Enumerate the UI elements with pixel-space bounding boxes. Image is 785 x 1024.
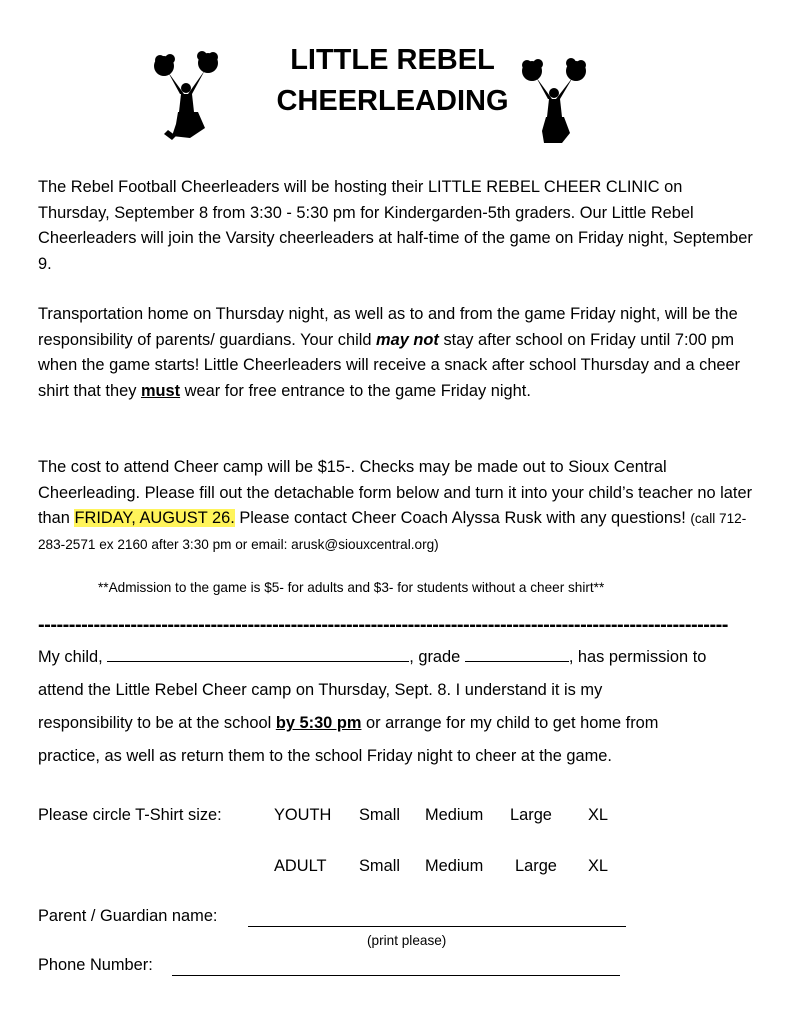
print-please-note: (print please) [367,933,447,948]
cost-paragraph: The cost to attend Cheer camp will be $15-. Checks may be made out to Sioux Central Cheerleading. Please fill out the detachable form below and turn it into your child’s teacher no later than FRIDAY, AUGUST 26. Please contact Cheer Coach Alyssa Rusk with any questions! (call 712-283-2571 ex 2160 after 3:30 pm or email: arusk@siouxcentral.org) [38,458,753,552]
child-name-blank[interactable] [107,647,409,662]
intro-paragraph: The Rebel Football Cheerleaders will be hosting their LITTLE REBEL CHEER CLINIC on Thursday, September 8 from 3:30 - 5:30 pm for Kindergarden-5th graders. Our Little Rebel Cheerleaders will join the Varsity cheerleaders at half-time of the game on Friday night, September 9. [38,178,753,273]
youth-size-medium[interactable]: Medium [425,806,484,824]
parent-name-blank[interactable] [248,912,626,927]
youth-size-xl[interactable]: XL [588,806,609,824]
divider: ---------------------------------------------------------------------------------------------------------------- [38,614,728,636]
youth-size-large[interactable]: Large [510,806,552,824]
phone-number-blank[interactable] [172,961,620,976]
adult-size-xl[interactable]: XL [588,857,609,875]
must-emphasis: must [140,381,181,400]
adult-size-small[interactable]: Small [359,857,400,875]
form-line-2: attend the Little Rebel Cheer camp on Thursday, Sept. 8. I understand it is my [38,681,603,699]
grade-blank[interactable] [465,647,569,662]
form-line-3: responsibility to be at the school by 5:30 pm or arrange for my child to get home from [38,714,659,732]
adult-size-group: ADULT [274,857,327,875]
deadline-highlight: FRIDAY, AUGUST 26. [74,509,235,528]
page-title-line1: LITTLE REBEL [290,44,495,76]
youth-size-group: YOUTH [274,806,332,824]
parent-name-row: Parent / Guardian name: [38,907,218,925]
deadline-time-emphasis: by 5:30 pm [275,714,362,732]
admission-note: **Admission to the game is $5- for adults and $3- for students without a cheer shirt** [98,580,605,595]
adult-size-large[interactable]: Large [515,857,557,875]
contact-info: (call 712-283-2571 ex 2160 after 3:30 pm or email: arusk@siouxcentral.org) [38,511,747,552]
adult-size-medium[interactable]: Medium [425,857,484,875]
phone-label: Phone Number: [38,956,153,974]
form-line-4: practice, as well as return them to the school Friday night to cheer at the game. [38,747,612,765]
youth-size-small[interactable]: Small [359,806,400,824]
form-line-1: My child, , grade , has permission to [38,648,707,666]
page-title-line2: CHEERLEADING [276,85,509,117]
transportation-paragraph: Transportation home on Thursday night, as well as to and from the game Friday night, will be the responsibility of parents/ guardians. Your child may not stay after school on Friday until 7:00 pm when the game starts! Little Cheerleaders will receive a snack after school Thursday and a cheer shirt that they must wear for free entrance to the game Friday night. [38,305,741,400]
tshirt-size-label: Please circle T-Shirt size: [38,806,222,824]
may-not-emphasis: may not [376,330,439,349]
